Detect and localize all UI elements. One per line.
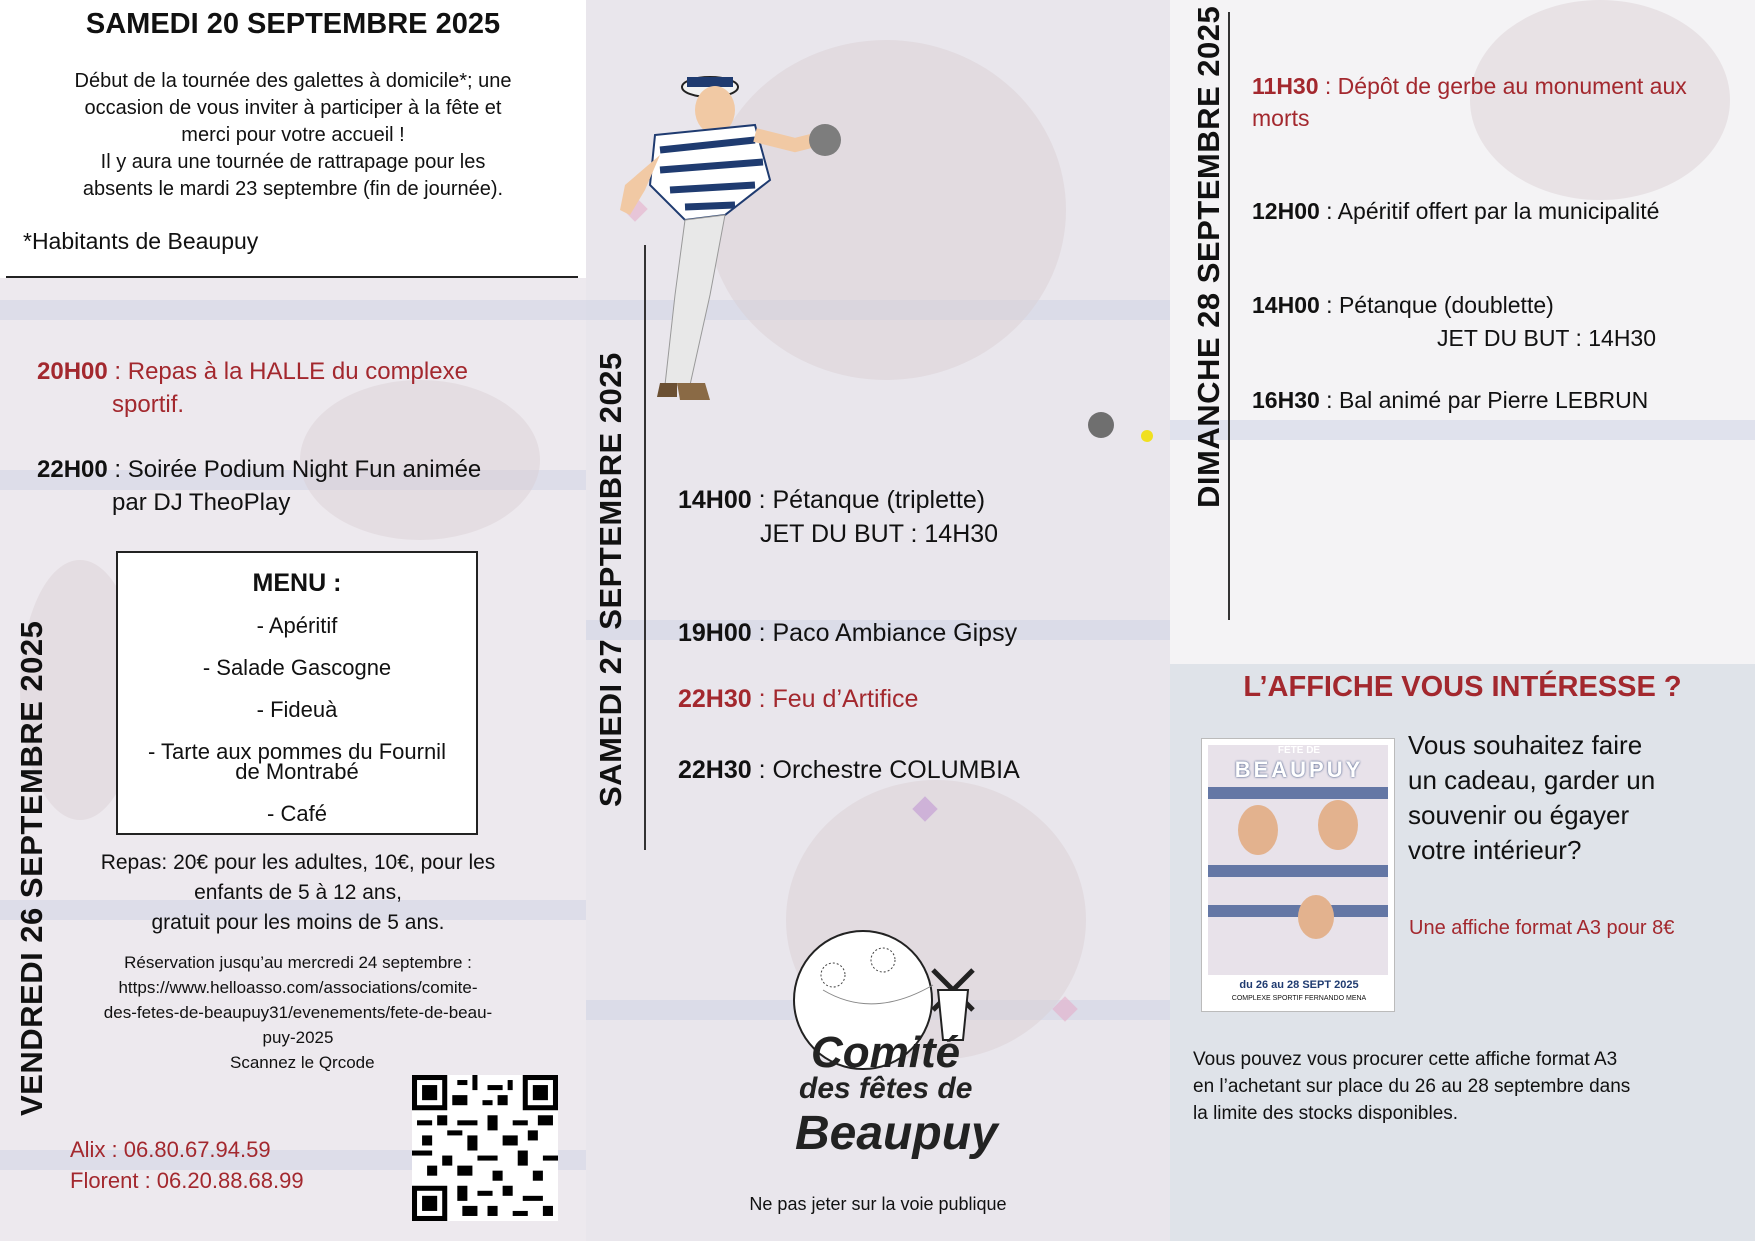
event-sun-petanque [1252, 292, 1554, 319]
samedi-27-vertical-title: SAMEDI 27 SEPTEMBRE 2025 [593, 352, 628, 807]
logo-text: des fêtes de [799, 1072, 973, 1105]
reservation-line: Réservation jusqu’au mercredi 24 septembre : [124, 953, 472, 972]
affiche-face [1298, 895, 1334, 939]
affiche-line: votre intérieur? [1408, 835, 1582, 865]
event-fri-soiree [37, 456, 481, 484]
affiche-stripe [1208, 865, 1388, 877]
event-text: : Repas à la HALLE du complexe [107, 358, 468, 385]
affiche-line: un cadeau, garder un [1408, 765, 1656, 795]
boule-icon [1088, 412, 1114, 438]
event-text: : Dépôt de gerbe au monument aux [1318, 73, 1687, 99]
sat20-line: Il y aura une tournée de rattrapage pour les [100, 151, 486, 173]
sat20-line: Début de la tournée des galettes à domicile*; une [74, 70, 512, 92]
event-text: : Pétanque (triplette) [751, 486, 986, 514]
menu-item: - Café [267, 801, 327, 826]
contact-florent: Florent : 06.20.88.68.99 [70, 1168, 304, 1193]
footer-note: Ne pas jeter sur la voie publique [749, 1194, 1007, 1214]
event-time: 19H00 [678, 619, 752, 647]
event-sun-aperitif [1252, 198, 1659, 225]
event-time: 22H30 [678, 685, 752, 713]
event-text: : Feu d’Artifice [751, 685, 919, 713]
sat20-title: SAMEDI 20 SEPTEMBRE 2025 [85, 8, 501, 40]
qr-code-graphic [412, 1075, 558, 1221]
event-time: 22H30 [678, 756, 752, 784]
reservation-link[interactable]: https://www.helloasso.com/associations/comite- [118, 978, 478, 997]
price-line: Repas: 20€ pour les adultes, 10€, pour les [100, 851, 496, 874]
affiche-dates: du 26 au 28 SEPT 2025 [1239, 979, 1359, 991]
event-sat-paco [678, 619, 1017, 648]
sat20-line: absents le mardi 23 septembre (fin de journée). [82, 178, 504, 200]
affiche-bottom-line: la limite des stocks disponibles. [1193, 1103, 1459, 1124]
event-sub: JET DU BUT : 14H30 [760, 520, 999, 548]
event-sun-gerbe [1252, 73, 1687, 100]
event-text: : Soirée Podium Night Fun animée [107, 456, 482, 483]
bg-stripe [0, 300, 586, 320]
event-text-cont: sportif. [112, 391, 185, 418]
qr-code[interactable] [412, 1075, 558, 1221]
price-line: enfants de 5 à 12 ans, [194, 881, 402, 904]
vendredi-vertical-title: VENDREDI 26 SEPTEMBRE 2025 [14, 620, 49, 1116]
event-text: : Apéritif offert par la municipalité [1319, 198, 1660, 224]
affiche-bottom-line: Vous pouvez vous procurer cette affiche format A3 [1193, 1049, 1618, 1070]
event-fri-repas [37, 358, 468, 386]
reservation-link[interactable]: des-fetes-de-beaupuy31/evenements/fete-de-beau- [103, 1003, 493, 1022]
event-time: 14H00 [1252, 292, 1320, 318]
reservation-link[interactable]: puy-2025 [262, 1028, 334, 1047]
sat20-footnote: *Habitants de Beaupuy [23, 228, 259, 254]
event-time: 11H30 [1252, 73, 1319, 99]
menu-title: MENU : [252, 569, 342, 597]
menu-item: - Fideuà [256, 697, 338, 722]
affiche-line: Vous souhaitez faire [1408, 730, 1643, 760]
event-sub: JET DU BUT : 14H30 [1437, 325, 1657, 351]
event-time: 22H00 [37, 456, 108, 483]
menu-item: - Apéritif [256, 613, 338, 638]
bg-stripe [1170, 420, 1755, 440]
divider [6, 276, 578, 278]
event-sat-orchestre [678, 756, 1020, 785]
contact-alix: Alix : 06.80.67.94.59 [70, 1137, 271, 1162]
event-time: 20H00 [37, 358, 108, 385]
event-text: : Pétanque (doublette) [1319, 292, 1554, 318]
event-text-cont: par DJ TheoPlay [112, 489, 291, 516]
affiche-face [1238, 805, 1278, 855]
comite-logo [783, 930, 1003, 1180]
mid-vertical-rule [644, 245, 646, 850]
affiche-bottom-line: en l’achetant sur place du 26 au 28 septembre dans [1193, 1076, 1631, 1097]
affiche-offer: Une affiche format A3 pour 8€ [1409, 917, 1675, 939]
affiche-stripe [1208, 787, 1388, 799]
sat20-line: occasion de vous inviter à participer à la fête et [84, 97, 502, 119]
sat20-line: merci pour votre accueil ! [181, 124, 405, 146]
event-time: 16H30 [1252, 387, 1320, 413]
event-sat-feu [678, 685, 918, 714]
affiche-venue: COMPLEXE SPORTIF FERNANDO MENA [1231, 995, 1367, 1002]
cochonnet-icon [1141, 430, 1153, 442]
affiche-thumbnail [1201, 738, 1395, 1012]
price-line: gratuit pour les moins de 5 ans. [151, 911, 445, 934]
affiche-title: L’AFFICHE VOUS INTÉRESSE ? [1243, 671, 1682, 703]
scan-instruction: Scannez le Qrcode [230, 1053, 375, 1072]
dimanche-vertical-title: DIMANCHE 28 SEPTEMBRE 2025 [1191, 5, 1226, 508]
logo-text: Beaupuy [795, 1107, 998, 1160]
event-time: 14H00 [678, 486, 752, 514]
right-vertical-rule [1228, 12, 1230, 620]
event-sun-bal [1252, 387, 1648, 414]
menu-box [116, 551, 478, 835]
event-text: : Paco Ambiance Gipsy [751, 619, 1018, 647]
event-text-cont: morts [1252, 105, 1310, 131]
affiche-line: souvenir ou égayer [1408, 800, 1630, 830]
event-sat-petanque [678, 486, 985, 515]
event-text: : Orchestre COLUMBIA [751, 756, 1020, 784]
bg-shape [1470, 0, 1730, 200]
affiche-face [1318, 800, 1358, 850]
menu-item: - Tarte aux pommes du Fournil [148, 739, 446, 764]
logo-text: Comité [811, 1028, 961, 1077]
menu-item: - Salade Gascogne [202, 655, 392, 680]
event-time: 12H00 [1252, 198, 1320, 224]
affiche-fete-de: FÊTE DE [1277, 745, 1321, 756]
event-text: : Bal animé par Pierre LEBRUN [1319, 387, 1649, 413]
affiche-beaupuy: BEAUPUY [1234, 757, 1364, 782]
menu-item: de Montrabé [235, 759, 359, 784]
